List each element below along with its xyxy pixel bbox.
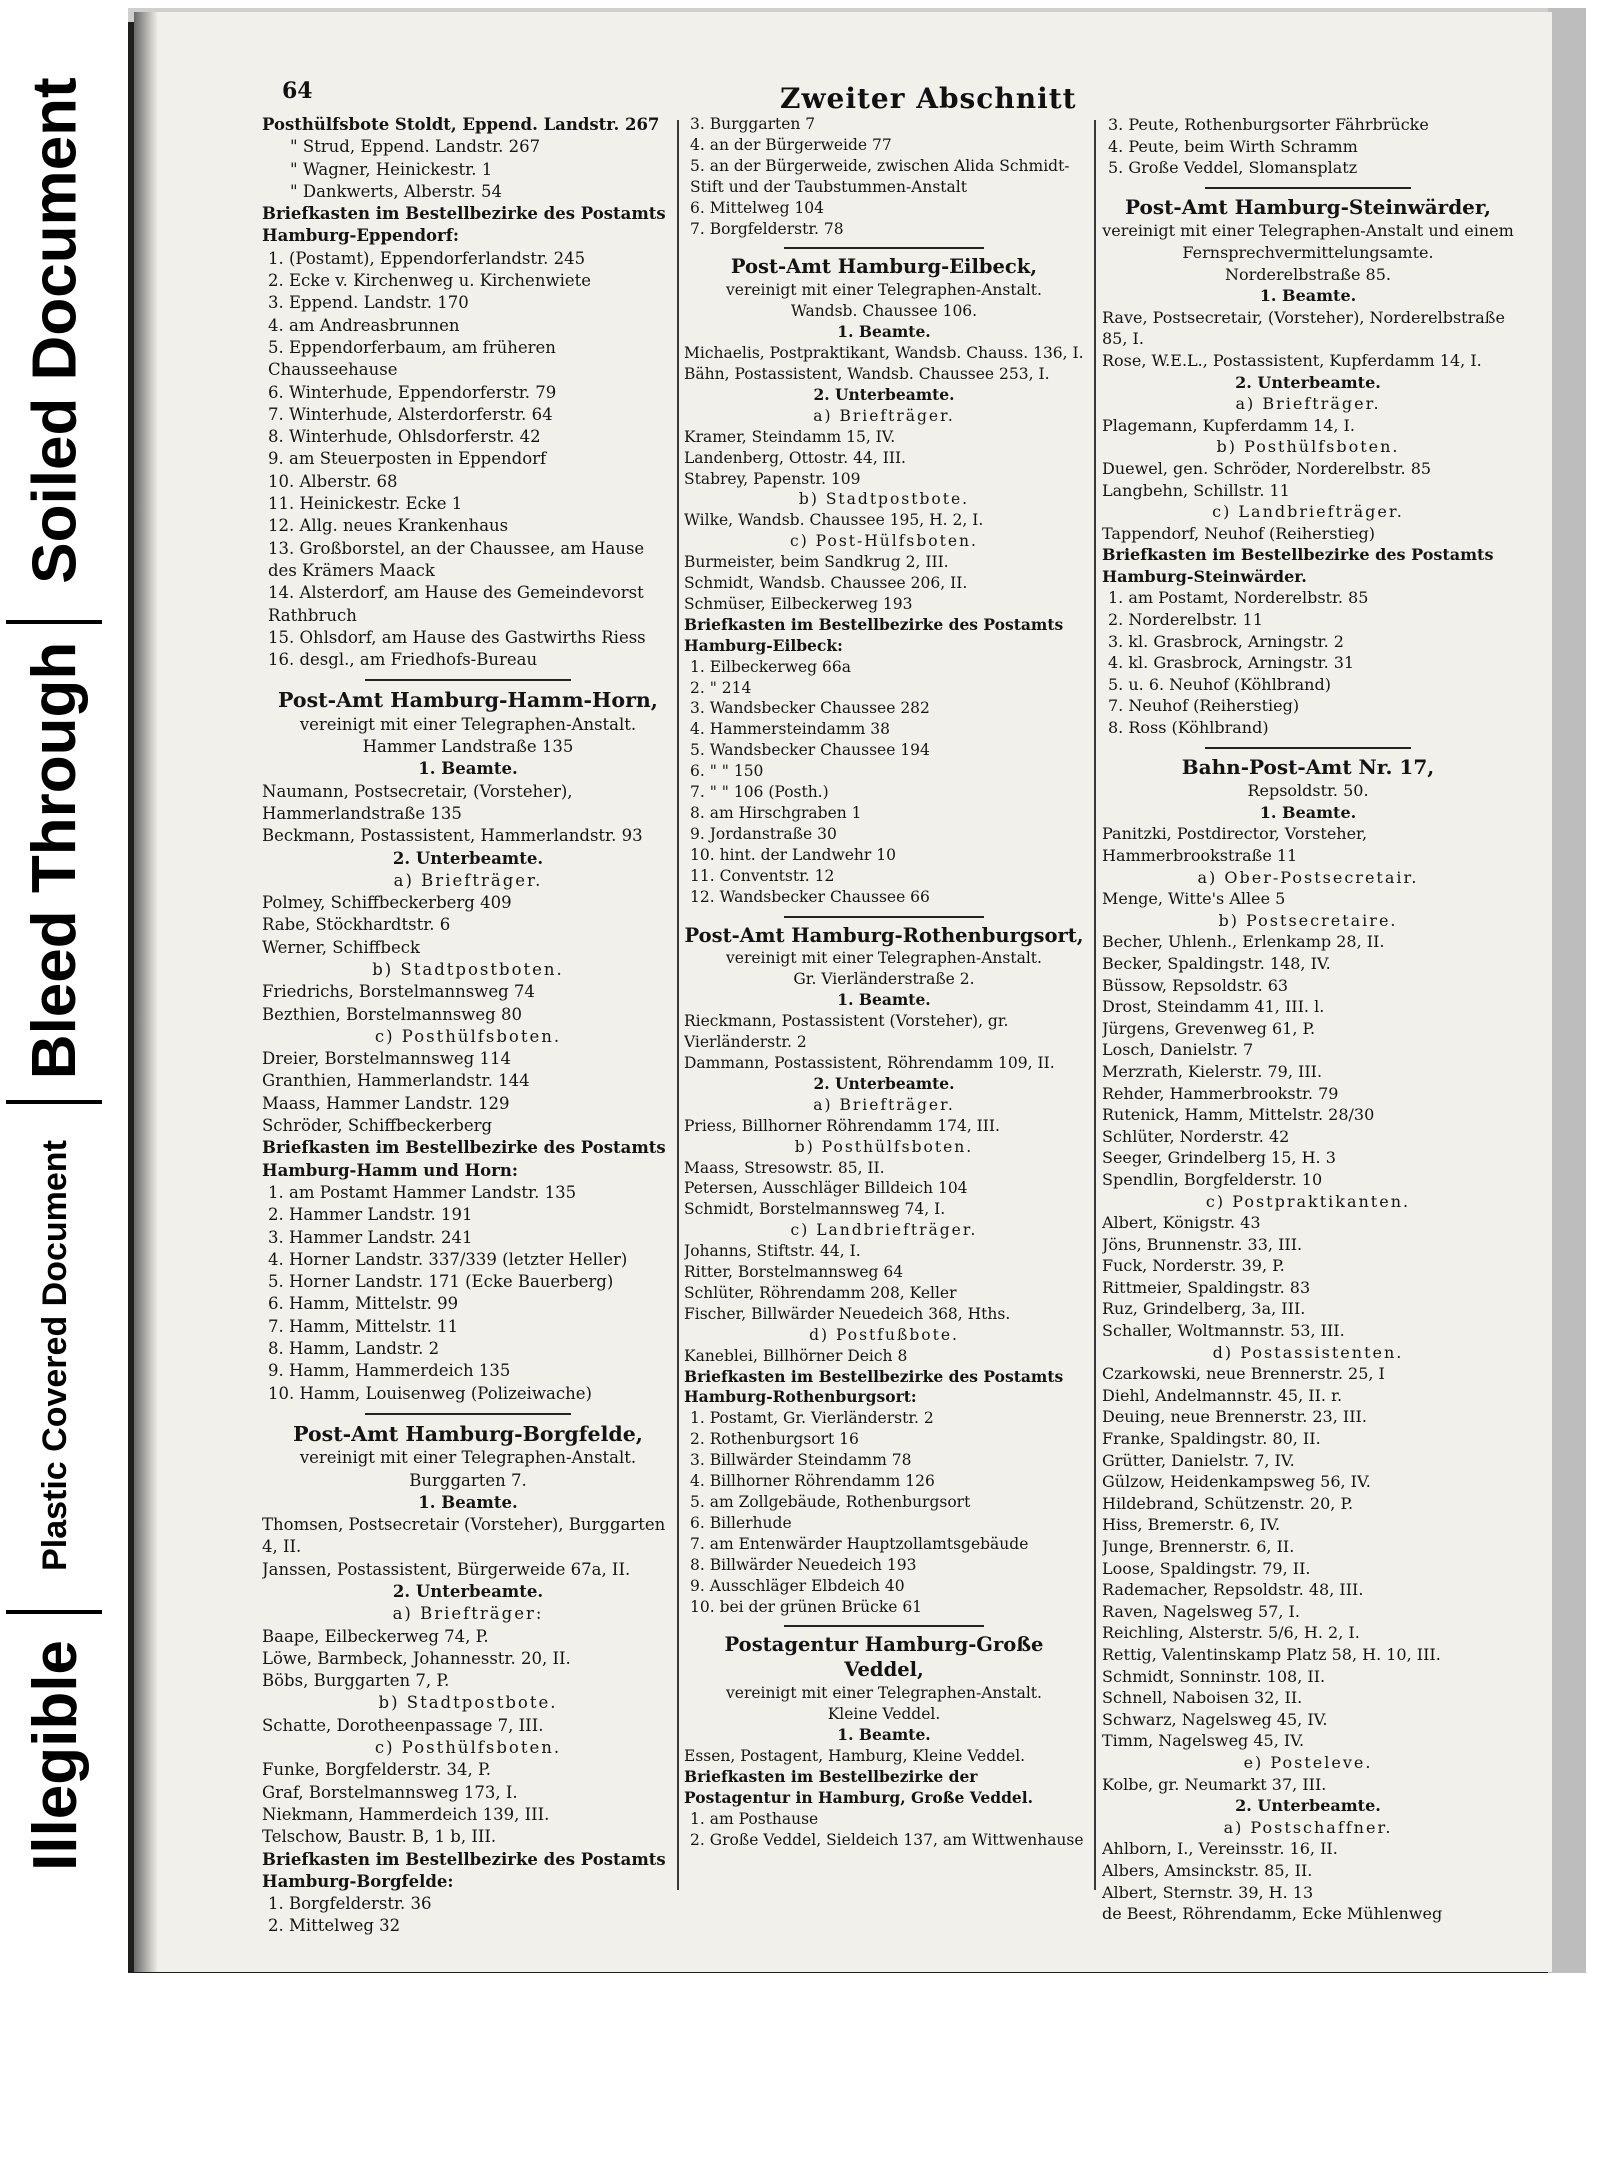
directory-entry: Jürgens, Grevenweg 61, P. <box>1102 1018 1316 1038</box>
office-subheading: Hammer Landstraße 135 <box>362 737 574 757</box>
list-item: 10. Hamm, Louisenweg (Polizeiwache) <box>268 1383 592 1403</box>
section-heading: 2. Unterbeamte. <box>392 1582 544 1601</box>
subsection-heading: b) Posthülfsboten. <box>1216 437 1400 457</box>
directory-entry: " Wagner, Heinickestr. 1 <box>290 159 493 179</box>
directory-entry: Rittmeier, Spaldingstr. 83 <box>1102 1277 1311 1297</box>
list-item: 9. am Steuerposten in Eppendorf <box>268 449 547 469</box>
directory-entry: Junge, Brennerstr. 6, II. <box>1102 1537 1295 1556</box>
directory-entry: Drost, Steindamm 41, III. l. <box>1102 997 1325 1017</box>
directory-entry: Rademacher, Repsoldstr. 48, III. <box>1102 1580 1364 1600</box>
subsection-heading: a) Postschaffner. <box>1223 1817 1393 1837</box>
directory-entry: Losch, Danielstr. 7 <box>1102 1040 1254 1060</box>
directory-entry: Loose, Spaldingstr. 79, II. <box>1102 1558 1311 1578</box>
list-item: 6. Winterhude, Eppendorferstr. 79 <box>268 382 557 402</box>
directory-entry: Michaelis, Postpraktikant, Wandsb. Chauss. 136, I. <box>684 344 1084 363</box>
directory-entry: Priess, Billhorner Röhrendamm 174, III. <box>684 1116 1000 1135</box>
directory-entry: Stabrey, Papenstr. 109 <box>684 469 861 488</box>
office-subheading: Repsoldstr. 50. <box>1247 781 1369 801</box>
directory-entry: Maass, Hammer Landstr. 129 <box>262 1093 510 1113</box>
list-item: 2. " 214 <box>690 678 752 697</box>
directory-entry: Hiss, Bremerstr. 6, IV. <box>1102 1515 1281 1535</box>
directory-entry: Duewel, gen. Schröder, Norderelbstr. 85 <box>1102 458 1432 478</box>
subsection-heading: b) Posthülfsboten. <box>794 1137 974 1156</box>
directory-entry: Timm, Nagelsweg 45, IV. <box>1102 1731 1305 1751</box>
text-column-3 <box>1102 114 1514 1925</box>
section-heading: 2. Unterbeamte. <box>1235 1796 1381 1816</box>
list-item: 12. Wandsbecker Chaussee 66 <box>690 887 930 906</box>
directory-entry: Schröder, Schiffbeckerberg <box>262 1116 493 1136</box>
list-item: 15. Ohlsdorf, am Hause des Gastwirths Riess <box>268 627 646 647</box>
list-item: 14. Alsterdorf, am Hause des Gemeindevorst Rathbruch <box>268 583 644 625</box>
list-item: 5. Wandsbecker Chaussee 194 <box>690 741 930 760</box>
list-item: 4. Hammersteindamm 38 <box>690 720 890 739</box>
directory-entry: Thomsen, Postsecretair (Vorsteher), Burggarten 4, II. <box>262 1515 666 1557</box>
directory-entry: Schmüser, Eilbeckerweg 193 <box>684 594 913 613</box>
office-heading: Postagentur Hamburg-Große Veddel, <box>724 1633 1044 1682</box>
list-item: 2. Große Veddel, Sieldeich 137, am Wittwenhause <box>690 1830 1084 1849</box>
binding-shadow <box>134 12 158 1972</box>
directory-entry: Kramer, Steindamm 15, IV. <box>684 427 896 446</box>
directory-entry: Niekmann, Hammerdeich 139, III. <box>262 1804 550 1824</box>
list-item: 8. Ross (Köhlbrand) <box>1108 718 1269 738</box>
directory-entry: Albert, Königstr. 43 <box>1102 1213 1261 1233</box>
directory-entry: Schatte, Dorotheenpassage 7, III. <box>262 1715 544 1735</box>
directory-entry: Ritter, Borstelmannsweg 64 <box>684 1263 904 1282</box>
directory-entry: Funke, Borgfelderstr. 34, P. <box>262 1760 491 1780</box>
directory-entry: Rieckmann, Postassistent (Vorsteher), gr. Vierländerstr. 2 <box>684 1012 1009 1052</box>
subsection-heading: d) Postassistenten. <box>1212 1342 1404 1362</box>
section-heading: 2. Unterbeamte. <box>392 848 544 868</box>
office-subheading: vereinigt mit einer Telegraphen-Anstalt. <box>726 281 1042 300</box>
directory-entry: Reichling, Alsterstr. 5/6, H. 2, I. <box>1102 1623 1360 1643</box>
directory-entry: Landenberg, Ottostr. 44, III. <box>684 448 906 467</box>
column-divider <box>1094 120 1096 1890</box>
list-item: 4. Horner Landstr. 337/339 (letzter Heller) <box>268 1249 628 1269</box>
subsection-heading: a) Briefträger. <box>1235 394 1381 414</box>
page-header: Zweiter Abschnitt <box>780 82 1077 115</box>
directory-entry: Dammann, Postassistent, Röhrendamm 109, II. <box>684 1053 1055 1072</box>
directory-entry: Becker, Spaldingstr. 148, IV. <box>1102 953 1331 973</box>
directory-entry: Dreier, Borstelmannsweg 114 <box>262 1049 511 1069</box>
list-item: 8. Billwärder Neuedeich 193 <box>690 1555 917 1574</box>
list-item: 10. bei der grünen Brücke 61 <box>690 1597 923 1616</box>
section-heading: 2. Unterbeamte. <box>813 1073 955 1093</box>
list-item: 7. Hamm, Mittelstr. 11 <box>268 1316 459 1336</box>
list-item: 3. Wandsbecker Chaussee 282 <box>690 699 930 718</box>
list-item: 8. am Hirschgraben 1 <box>690 804 862 822</box>
subsection-heading: c) Posthülfsboten. <box>374 1738 562 1758</box>
directory-entry: Büssow, Repsoldstr. 63 <box>1102 975 1289 995</box>
list-item: 5. an der Bürgerweide, zwischen Alida Schmidt-Stift und der Taubstummen-Anstalt <box>690 156 1070 196</box>
list-item: 2. Ecke v. Kirchenweg u. Kirchenwiete <box>268 271 592 291</box>
office-subheading: Wandsb. Chaussee 106. <box>790 302 978 321</box>
list-item: 12. Allg. neues Krankenhaus <box>268 516 509 536</box>
directory-entry: Merzrath, Kielerstr. 79, III. <box>1102 1061 1323 1081</box>
column-divider <box>677 120 679 1890</box>
list-item: 3. Eppend. Landstr. 170 <box>268 293 469 313</box>
list-item: 7. Borgfelderstr. 78 <box>690 219 844 238</box>
label-bleed-through: Bleed Through <box>20 641 90 1079</box>
section-rule <box>365 1413 571 1415</box>
directory-entry: Posthülfsbote Stoldt, Eppend. Landstr. 267 <box>262 115 660 134</box>
directory-entry: Rave, Postsecretair, (Vorsteher), Norderelbstraße 85, I. <box>1102 307 1505 349</box>
list-item: 2. Hammer Landstr. 191 <box>268 1205 473 1225</box>
letterbox-heading: Briefkasten im Bestellbezirke des Postamts Hamburg-Borgfelde: <box>262 1849 666 1891</box>
directory-entry: Jöns, Brunnenstr. 33, III. <box>1102 1234 1303 1254</box>
list-item: 7. Winterhude, Alsterdorferstr. 64 <box>268 404 553 424</box>
label-plastic-covered: Plastic Covered Document <box>35 1139 74 1571</box>
office-subheading: vereinigt mit einer Telegraphen-Anstalt. <box>299 1448 637 1468</box>
directory-entry: Franke, Spaldingstr. 80, II. <box>1102 1429 1321 1449</box>
list-item: 7. " " 106 (Posth.) <box>690 783 829 802</box>
directory-entry: Maass, Stresowstr. 85, II. <box>684 1158 885 1177</box>
list-item: 9. Jordanstraße 30 <box>690 824 837 843</box>
letterbox-heading: Briefkasten im Bestellbezirke der Postagentur in Hamburg, Große Veddel. <box>684 1766 1034 1807</box>
list-item: 3. kl. Grasbrock, Arningstr. 2 <box>1108 631 1344 651</box>
section-rule <box>784 1625 984 1627</box>
list-item: 4. Peute, beim Wirth Schramm <box>1108 136 1358 156</box>
directory-entry: Spendlin, Borgfelderstr. 10 <box>1102 1169 1323 1189</box>
directory-entry: Rabe, Stöckhardtstr. 6 <box>262 915 451 935</box>
section-rule <box>1205 747 1411 749</box>
list-item: 6. Billerhude <box>690 1513 792 1532</box>
section-heading: 1. Beamte. <box>837 990 931 1010</box>
directory-entry: Ruz, Grindelberg, 3a, III. <box>1102 1299 1306 1319</box>
directory-entry: Graf, Borstelmannsweg 173, I. <box>262 1782 518 1802</box>
directory-entry: Böbs, Burggarten 7, P. <box>262 1671 450 1691</box>
subsection-heading: b) Stadtpostbote. <box>378 1693 558 1713</box>
directory-entry: Panitzki, Postdirector, Vorsteher, Hammerbrookstraße 11 <box>1102 824 1368 865</box>
office-subheading: Norderelbstraße 85. <box>1225 264 1391 284</box>
directory-entry: Löwe, Barmbeck, Johannesstr. 20, II. <box>262 1648 571 1668</box>
subsection-heading: c) Posthülfsboten. <box>374 1026 562 1046</box>
directory-entry: Gülzow, Heidenkampsweg 56, IV. <box>1102 1472 1371 1492</box>
directory-entry: Rehder, Hammerbrookstr. 79 <box>1102 1083 1339 1103</box>
directory-entry: Becher, Uhlenh., Erlenkamp 28, II. <box>1102 932 1385 952</box>
list-item: 4. an der Bürgerweide 77 <box>690 135 892 154</box>
list-item: 10. Alberstr. 68 <box>268 471 398 491</box>
directory-entry: Burmeister, beim Sandkrug 2, III. <box>684 553 949 572</box>
office-heading: Bahn-Post-Amt Nr. 17, <box>1181 754 1435 779</box>
list-item: 1. Postamt, Gr. Vierländerstr. 2 <box>690 1409 934 1428</box>
directory-entry: Werner, Schiffbeck <box>262 937 420 957</box>
directory-entry: Fischer, Billwärder Neuedeich 368, Hths. <box>684 1304 1011 1323</box>
directory-entry: Ahlborn, I., Vereinsstr. 16, II. <box>1102 1839 1338 1859</box>
subsection-heading: a) Ober-Postsecretair. <box>1197 867 1419 887</box>
directory-entry: Rose, W.E.L., Postassistent, Kupferdamm 14, I. <box>1102 350 1482 370</box>
office-heading: Post-Amt Hamburg-Steinwärder, <box>1125 194 1491 219</box>
directory-entry: Menge, Witte's Allee 5 <box>1102 889 1286 909</box>
section-heading: 2. Unterbeamte. <box>813 384 955 404</box>
list-item: 2. Mittelweg 32 <box>268 1916 401 1936</box>
section-rule <box>365 679 571 681</box>
subsection-heading: b) Stadtpostbote. <box>798 490 970 509</box>
directory-entry: Kolbe, gr. Neumarkt 37, III. <box>1102 1774 1327 1794</box>
list-item: 11. Conventstr. 12 <box>690 866 835 885</box>
list-item: 5. u. 6. Neuhof (Köhlbrand) <box>1108 674 1331 694</box>
directory-entry: Plagemann, Kupferdamm 14, I. <box>1102 415 1355 435</box>
list-item: 2. Rothenburgsort 16 <box>690 1430 859 1449</box>
section-heading: 1. Beamte. <box>1259 286 1357 306</box>
list-item: 16. desgl., am Friedhofs-Bureau <box>268 650 538 670</box>
office-subheading: Burggarten 7. <box>409 1470 527 1490</box>
directory-entry: Fuck, Norderstr. 39, P. <box>1102 1256 1285 1276</box>
directory-entry: Essen, Postagent, Hamburg, Kleine Veddel. <box>684 1746 1026 1765</box>
directory-entry: Schlüter, Röhrendamm 208, Keller <box>684 1283 957 1302</box>
section-rule <box>784 247 984 249</box>
list-item: 13. Großborstel, an der Chaussee, am Hause des Krämers Maack <box>268 538 645 580</box>
list-item: 8. Winterhude, Ohlsdorferstr. 42 <box>268 427 541 447</box>
label-illegible: Illegible <box>20 1639 90 1871</box>
directory-entry: Albers, Amsinckstr. 85, II. <box>1102 1860 1313 1880</box>
list-item: 4. am Andreasbrunnen <box>268 315 460 335</box>
subsection-heading: e) Posteleve. <box>1243 1752 1373 1772</box>
directory-entry: Raven, Nagelsweg 57, I. <box>1102 1601 1300 1621</box>
section-heading: 1. Beamte. <box>1259 802 1357 822</box>
subsection-heading: a) Briefträger. <box>393 870 543 890</box>
directory-entry: Hildebrand, Schützenstr. 20, P. <box>1102 1493 1354 1513</box>
office-subheading: vereinigt mit einer Telegraphen-Anstalt. <box>726 949 1042 968</box>
list-item: 3. Peute, Rothenburgsorter Fährbrücke <box>1108 115 1429 134</box>
page-number: 64 <box>282 78 313 104</box>
section-heading: 1. Beamte. <box>837 1725 931 1745</box>
office-heading: Post-Amt Hamburg-Rothenburgsort, <box>684 923 1084 947</box>
list-item: 3. Burggarten 7 <box>690 115 816 133</box>
list-item: 5. am Zollgebäude, Rothenburgsort <box>690 1493 971 1511</box>
list-item: 7. Neuhof (Reiherstieg) <box>1108 696 1300 716</box>
text-column-1 <box>262 114 674 1938</box>
list-item: 11. Heinickestr. Ecke 1 <box>268 494 463 514</box>
letterbox-heading: Briefkasten im Bestellbezirke des Postamts Hamburg-Steinwärder. <box>1102 545 1494 586</box>
directory-entry: Baape, Eilbeckerweg 74, P. <box>262 1626 489 1646</box>
directory-entry: Beckmann, Postassistent, Hammerlandstr. 93 <box>262 826 643 846</box>
list-item: 1. Eilbeckerweg 66a <box>690 657 851 676</box>
text-column-2 <box>684 114 1084 1851</box>
directory-entry: Friedrichs, Borstelmannsweg 74 <box>262 982 535 1002</box>
list-item: 8. Hamm, Landstr. 2 <box>268 1339 440 1359</box>
directory-entry: Schmidt, Sonninstr. 108, II. <box>1102 1666 1326 1686</box>
subsection-heading: c) Post-Hülfsboten. <box>790 532 978 551</box>
directory-entry: Albert, Sternstr. 39, H. 13 <box>1102 1882 1314 1902</box>
subsection-heading: c) Landbriefträger. <box>790 1221 978 1240</box>
section-heading: 1. Beamte. <box>418 759 518 779</box>
directory-entry: Schaller, Woltmannstr. 53, III. <box>1102 1321 1345 1341</box>
directory-entry: Naumann, Postsecretair, (Vorsteher), Hammerlandstraße 135 <box>262 781 573 823</box>
office-subheading: Kleine Veddel. <box>827 1705 941 1724</box>
directory-entry: Tappendorf, Neuhof (Reiherstieg) <box>1102 523 1375 543</box>
directory-entry: Kaneblei, Billhörner Deich 8 <box>684 1346 908 1365</box>
list-item: 4. kl. Grasbrock, Arningstr. 31 <box>1108 653 1355 673</box>
letterbox-heading: Briefkasten im Bestellbezirke des Postamts Hamburg-Hamm und Horn: <box>262 1138 666 1180</box>
list-item: 5. Horner Landstr. 171 (Ecke Bauerberg) <box>268 1272 614 1292</box>
list-item: 5. Große Veddel, Slomansplatz <box>1108 158 1358 178</box>
subsection-heading: c) Landbriefträger. <box>1212 502 1404 522</box>
directory-entry: Seeger, Grindelberg 15, H. 3 <box>1102 1148 1336 1168</box>
letterbox-heading: Briefkasten im Bestellbezirke des Postamts Hamburg-Rothenburgsort: <box>684 1366 1064 1407</box>
list-item: 3. Hammer Landstr. 241 <box>268 1227 473 1247</box>
subsection-heading: b) Postsecretaire. <box>1218 910 1398 930</box>
directory-entry: Rettig, Valentinskamp Platz 58, H. 10, III. <box>1102 1644 1441 1664</box>
subsection-heading: a) Briefträger. <box>813 1095 955 1114</box>
blank-margin <box>110 1975 1600 2177</box>
letterbox-heading: Briefkasten im Bestellbezirke des Postamts Hamburg-Eppendorf: <box>262 204 666 246</box>
directory-entry: Diehl, Andelmannstr. 45, II. r. <box>1102 1385 1343 1405</box>
subsection-heading: a) Briefträger: <box>392 1604 544 1624</box>
list-item: 6. " " 150 <box>690 762 764 781</box>
list-item: 2. Norderelbstr. 11 <box>1108 610 1263 630</box>
section-heading: 2. Unterbeamte. <box>1235 372 1381 392</box>
section-heading: 1. Beamte. <box>418 1492 518 1512</box>
directory-entry: Langbehn, Schillstr. 11 <box>1102 480 1290 500</box>
side-label-strip <box>0 0 110 2177</box>
list-item: 9. Hamm, Hammerdeich 135 <box>268 1361 511 1381</box>
office-subheading: vereinigt mit einer Telegraphen-Anstalt. <box>299 714 637 734</box>
list-item: 6. Hamm, Mittelstr. 99 <box>268 1294 459 1314</box>
directory-entry: Janssen, Postassistent, Bürgerweide 67a, II. <box>262 1559 631 1579</box>
office-heading: Post-Amt Hamburg-Eilbeck, <box>730 255 1038 279</box>
list-item: 4. Billhorner Röhrendamm 126 <box>690 1472 935 1491</box>
section-heading: 1. Beamte. <box>837 322 931 342</box>
list-item: 10. hint. der Landwehr 10 <box>690 845 896 864</box>
subsection-heading: b) Stadtpostboten. <box>372 959 564 979</box>
scan-edge-right <box>1548 8 1586 1973</box>
list-item: 6. Mittelweg 104 <box>690 198 825 217</box>
directory-entry: Rutenick, Hamm, Mittelstr. 28/30 <box>1102 1105 1375 1125</box>
office-subheading: vereinigt mit einer Telegraphen-Anstalt. <box>726 1684 1042 1703</box>
section-rule <box>784 916 984 918</box>
directory-entry: Deuing, neue Brennerstr. 23, III. <box>1102 1407 1367 1427</box>
directory-entry: Johanns, Stiftstr. 44, I. <box>684 1242 861 1261</box>
list-item: 3. Billwärder Steindamm 78 <box>690 1451 912 1470</box>
office-subheading: vereinigt mit einer Telegraphen-Anstalt und einem Fernsprechvermittelungsamte. <box>1102 221 1514 262</box>
list-item: 1. (Postamt), Eppendorferlandstr. 245 <box>268 248 586 268</box>
directory-entry: Schmidt, Wandsb. Chaussee 206, II. <box>684 574 968 593</box>
directory-entry: Polmey, Schiffbeckerberg 409 <box>262 893 512 913</box>
directory-entry: Wilke, Wandsb. Chaussee 195, H. 2, I. <box>684 511 984 530</box>
directory-entry: Bähn, Postassistent, Wandsb. Chaussee 253, I. <box>684 364 1050 383</box>
directory-entry: Schwarz, Nagelsweg 45, IV. <box>1102 1709 1328 1729</box>
directory-entry: Granthien, Hammerlandstr. 144 <box>262 1071 530 1091</box>
list-item: 7. am Entenwärder Hauptzollamtsgebäude <box>690 1534 1029 1553</box>
directory-entry: Schnell, Naboisen 32, II. <box>1102 1688 1303 1708</box>
office-subheading: Gr. Vierländerstraße 2. <box>793 970 975 989</box>
list-item: 1. am Posthause <box>690 1809 819 1828</box>
directory-entry: Telschow, Baustr. B, 1 b, III. <box>262 1827 497 1847</box>
directory-entry: Petersen, Ausschläger Billdeich 104 <box>684 1179 968 1198</box>
label-soiled-document: Soiled Document <box>20 76 90 584</box>
directory-entry: Schmidt, Borstelmannsweg 74, I. <box>684 1200 946 1219</box>
list-item: 1. am Postamt Hammer Landstr. 135 <box>268 1182 577 1202</box>
directory-entry: de Beest, Röhrendamm, Ecke Mühlenweg <box>1102 1904 1443 1924</box>
list-item: 9. Ausschläger Elbdeich 40 <box>690 1576 905 1595</box>
directory-entry: Grütter, Danielstr. 7, IV. <box>1102 1450 1295 1470</box>
office-heading: Post-Amt Hamburg-Hamm-Horn, <box>278 688 658 713</box>
office-heading: Post-Amt Hamburg-Borgfelde, <box>293 1421 643 1446</box>
subsection-heading: a) Briefträger. <box>813 406 955 425</box>
letterbox-heading: Briefkasten im Bestellbezirke des Postamts Hamburg-Eilbeck: <box>684 614 1064 655</box>
list-item: 1. am Postamt, Norderelbstr. 85 <box>1108 588 1369 608</box>
list-item: 1. Borgfelderstr. 36 <box>268 1894 432 1914</box>
directory-entry: " Dankwerts, Alberstr. 54 <box>290 181 502 201</box>
section-rule <box>1205 187 1411 189</box>
directory-entry: Schlüter, Norderstr. 42 <box>1102 1126 1290 1146</box>
directory-entry: " Strud, Eppend. Landstr. 267 <box>290 137 541 157</box>
directory-entry: Bezthien, Borstelmannsweg 80 <box>262 1004 522 1024</box>
subsection-heading: d) Postfußbote. <box>809 1325 959 1344</box>
subsection-heading: c) Postpraktikanten. <box>1205 1191 1411 1211</box>
directory-entry: Czarkowski, neue Brennerstr. 25, I <box>1102 1364 1385 1384</box>
list-item: 5. Eppendorferbaum, am früheren Chausseehause <box>268 337 556 380</box>
